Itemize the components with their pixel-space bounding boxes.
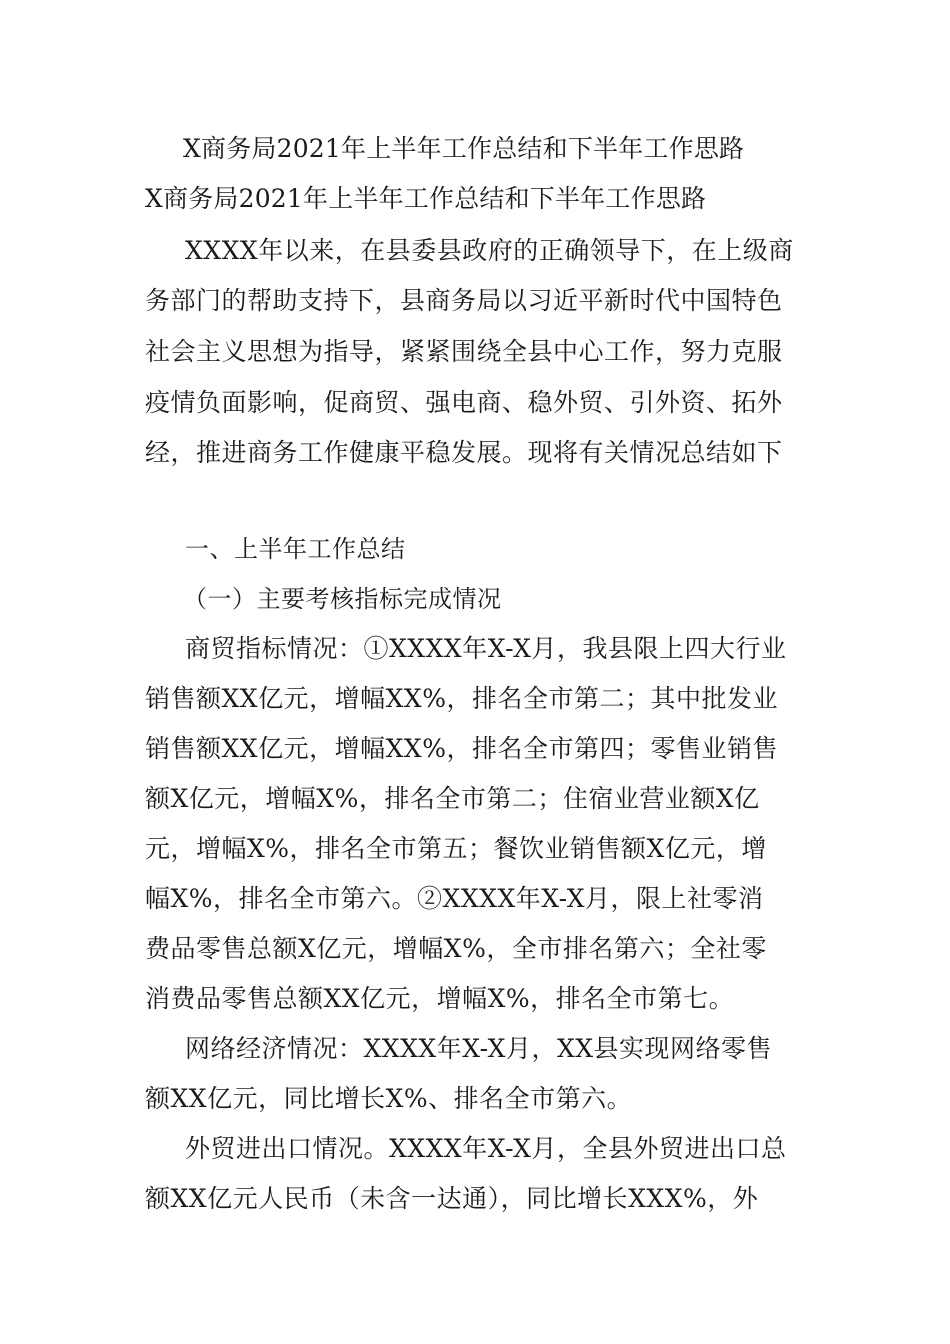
trade-paragraph-line: 费品零售总额X亿元，增幅X%，全市排名第六；全社零 [145,934,767,963]
trade-paragraph-line: 消费品零售总额XX亿元，增幅X%，排名全市第七。 [145,984,735,1013]
trade-paragraph-line: 销售额XX亿元，增幅XX%，排名全市第四；零售业销售 [145,734,778,763]
intro-paragraph-line: 疫情负面影响，促商贸、强电商、稳外贸、引外资、拓外 [145,388,783,417]
intro-paragraph-line: 务部门的帮助支持下，县商务局以习近平新时代中国特色 [145,286,783,315]
intro-paragraph-line: XXXX年以来，在县委县政府的正确领导下，在上级商 [185,236,794,265]
document-subtitle: X商务局2021年上半年工作总结和下半年工作思路 [145,184,707,213]
foreign-trade-paragraph-line: 外贸进出口情况。XXXX年X-X月，全县外贸进出口总 [185,1134,787,1163]
trade-paragraph-line: 销售额XX亿元，增幅XX%，排名全市第二；其中批发业 [145,684,778,713]
foreign-trade-paragraph-line: 额XX亿元人民币（未含一达通），同比增长XXX%，外 [145,1184,759,1213]
intro-paragraph-line: 经，推进商务工作健康平稳发展。现将有关情况总结如下 [145,438,783,467]
trade-paragraph-line: 额X亿元，增幅X%，排名全市第二；住宿业营业额X亿 [145,784,760,813]
trade-paragraph-line: 幅X%，排名全市第六。②XXXX年X-X月，限上社零消 [145,884,764,913]
document-title: X商务局2021年上半年工作总结和下半年工作思路 [183,134,745,163]
trade-paragraph-line: 元，增幅X%，排名全市第五；餐饮业销售额X亿元，增 [145,834,767,863]
network-paragraph-line: 额XX亿元，同比增长X%、排名全市第六。 [145,1084,633,1113]
section-heading: 一、上半年工作总结 [185,535,406,563]
subsection-heading: （一）主要考核指标完成情况 [183,585,502,613]
network-paragraph-line: 网络经济情况：XXXX年X-X月，XX县实现网络零售 [185,1034,773,1063]
intro-paragraph-line: 社会主义思想为指导，紧紧围绕全县中心工作，努力克服 [145,337,783,366]
trade-paragraph-line: 商贸指标情况：①XXXX年X-X月，我县限上四大行业 [185,634,787,663]
